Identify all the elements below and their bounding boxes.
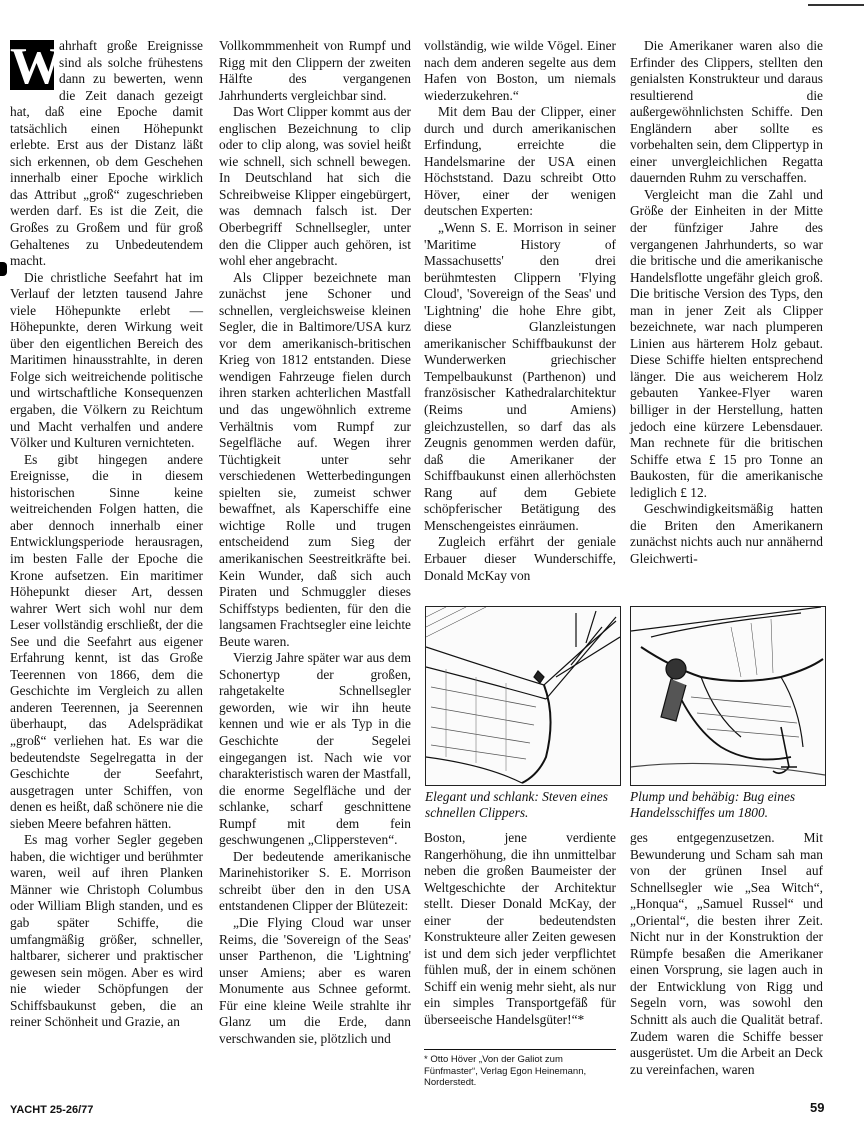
paragraph: vollständig, wie wilde Vögel. Einer nach dem anderen segelte aus dem Hafen von Boston, um niemals wiederzukehren.“ [424,38,616,103]
clipper-bow-drawing [426,607,620,785]
figure-1-caption: Elegant und schlank: Steven eines schnellen Clippers. [425,789,608,820]
paragraph: Vollkommmenheit von Rumpf und Rigg mit den Clippern der zweiten Hälfte des vergangenen Jahrhunderts vergleichbar sind. [219,38,411,103]
column-2 [219,38,411,1047]
paragraph: Geschwindigkeitsmäßig hatten die Briten den Amerikanern zunächst nichts auch nur annähernd Gleichwerti- [630,501,823,566]
paragraph: Die christliche Seefahrt hat im Verlauf der letzten tausend Jahre viele Höhepunkte erlebt — Höhepunkte, deren Wirkung weit über den eigentlichen Bereich des Maritimen hinausstrahlte, in deren Folge sich weitreichende politische und wirtschaftliche Konsequenzen ergaben, die Völkern zu Reichtum und Macht verhalfen und andere Völker und Kulturen vernichteten. [10,269,203,451]
paragraph: Boston, jene verdiente Rangerhöhung, die ihn unmittelbar neben die großen Baumeister der Weltgeschichte der Architektur stellt. Dieser Donald McKay, der einer der bedeutendsten Konstrukteure aller Zeiten gewesen ist und dem sich jeder verpflichtet fühlen muß, der in einem schönen Schiff ein wenig mehr sieht, als nur ein simples Transportgefäß für überseeische Handelsgüter!“* [424,830,616,1028]
footnote: * Otto Höver „Von der Galiot zum Fünfmaster“, Verlag Egon Heinemann, Norderstedt. [424,1049,616,1089]
merchant-ship-bow-illustration [630,606,826,786]
quote-paragraph: „Wenn S. E. Morrison in seiner 'Maritime History of Massachusetts' den drei berühmtesten Clippern 'Flying Cloud', 'Sovereign of the Seas' und 'Lightning' die hohe Ehre gibt, diese Glanzleistungen amerikanischer Schiffbaukunst der Wunderwerken griechischer Tempelbaukunst (Parthenon) und französischer Kathedralarchitektur (Reims und Amiens) gleichzustellen, so darf das als Zeugnis genommen werden dafür, daß die Amerikaner der Schiffbaukunst einen allerhöchsten Rang auf dem Gebiete schöpferischer Betätigung des Menschengeistes einräumen. [424,220,616,533]
edge-mark [0,262,7,276]
paragraph: Vergleicht man die Zahl und Größe der Einheiten in der Mitte der fünfziger Jahre des vergangenen Jahrhunderts, so war die britische und die amerikanische Handelsflotte ungefähr gleich groß. Die britische Version des Typs, den man in jener Zeit als Clipper bezeichnete, war nach plumperen Linien aus härterem Holz gebaut. Diese Schiffe hielten entsprechend länger. Die aus weicherem Holz gebauten Yankee-Flyer waren billiger in der Herstellung, hatten jedoch eine kürzere Lebensdauer. Man rechnete für die britischen Schiffe etwa £ 15 pro Tonne an Baukosten, für die amerikanische lediglich £ 12. [630,186,823,500]
paragraph: Die Amerikaner waren also die Erfinder des Clippers, stellten den genialsten Konstrukteur und daraus resultierend die außergewöhnlichsten Schiffe. Den Engländern aber sollte es vorbehalten sein, dem Clippertyp in einer unvergleichlichen Regatta dauernden Ruhm zu verschaffen. [630,38,823,186]
quote-paragraph: „Die Flying Cloud war unser Reims, die 'Sovereign of the Seas' unser Parthenon, die 'Lightning' unser Amiens; aber es waren Monumente aus Schnee geformt. Für eine kleine Weile strahlte ihr Glanz um die Erde, dann verschwanden sie, plötzlich und [219,914,411,1046]
drop-cap: W [10,38,62,95]
page-number: 59 [810,1100,825,1115]
lead-text: ahrhaft große Ereignisse sind als solche frühestens dann zu bewerten, wenn die Zeit danach gezeigt hat, daß eine Epoche damit tatsächlich einen Höhepunkt erlebte. Erst aus der Distanz läßt sich erkennen, ob dem Geschehen innerhalb einer Epoche wirklich das Attribut „groß“ zugeschrieben werden darf. Es ist die Zeit, die Großes zu Großem und für groß Gehaltenes zu Unbedeutendem macht. [10,38,203,269]
paragraph: Mit dem Bau der Clipper, einer durch und durch amerikanischen Erfindung, erreichte die Handelsmarine der USA einen Höchststand. Dazu schreibt Otto Höver, einer der wenigen deutschen Experten: [424,104,616,219]
merchant-bow-drawing [631,607,825,785]
paragraph: Der bedeutende amerikanische Marinehistoriker S. E. Morrison schreibt über den in den USA entstandenen Clipper der Blütezeit: [219,848,411,914]
paragraph: ges entgegenzusetzen. Mit Bewunderung und Scham sah man von der grünen Insel auf Schnellsegler wie „Sea Witch“, „Honqua“, „Samuel Russel“ und „Oriental“, die besten ihrer Zeit. Nicht nur in der Konstruktion der Rümpfe besaßen die Amerikaner einen Vorsprung, sie lagen auch in der Entwicklung von Rigg und Segeln vorn, was sowohl den Schnitt als auch die Qualität betraf. Zudem waren die Schiffe besser ausgerüstet. Um die Arbeit an Deck zu vereinfachen, waren [630,830,823,1077]
column-4-lower [630,830,823,1078]
clipper-bow-illustration [425,606,621,786]
column-3 [424,38,616,584]
lead-paragraph [10,38,203,270]
top-rule [808,4,864,6]
paragraph: Es mag vorher Segler gegeben haben, die wichtiger und berühmter waren, weil auf ihren Planken Männer wie Christoph Columbus oder William Bligh standen, und es gab später Schiffe, die umfangmäßig größer, schneller, haltbarer, sicherer und praktischer gewesen sein mögen. Aber es wird nie wieder Schöpfungen der Schiffsbaukunst geben, die an reiner Schönheit und Grazie, an [10,832,203,1030]
figure-2-caption: Plump und behäbig: Bug eines Handelsschiffes um 1800. [630,789,796,820]
column-4 [630,38,823,568]
paragraph: Das Wort Clipper kommt aus der englischen Bezeichnung to clip oder to clip along, was soviel heißt wie schnell, sich schnell bewegen. In Deutschland hat sich die Schreibweise Klipper eingebürgert, was demnach falsch ist. Der Oberbegriff Schnellsegler, unter den die Clipper auch gehören, ist wohl eher angebracht. [219,104,411,269]
paragraph: Als Clipper bezeichnete man zunächst jene Schoner und schnellen, vergleichsweise kleinen Segler, die in Baltimore/USA kurz vor dem amerikanisch-britischen Krieg von 1812 entstanden. Diese wendigen Fahrzeuge fielen durch ihren starken achterlichen Mastfall und das ungewöhnlich extreme Verhältnis vom Rumpf zur Segelfläche auf. Wegen ihrer Tüchtigkeit unter sehr verschiedenen Wetterbedingungen spielten sie, zumeist schwer bewaffnet, als Kaperschiffe eine wichtige Rolle und trugen entscheidend zum Sieg der amerikanischen Seestreitkräfte bei. Kein Wunder, daß sich auch Piraten und Schmuggler dieses Schiffstyps bedienten, für den die langsamen Frachtsegler eine leichte Beute waren. [219,269,411,649]
paragraph: Zugleich erfährt der geniale Erbauer dieser Wunderschiffe, Donald McKay von [424,534,616,583]
paragraph: Vierzig Jahre später war aus dem Schonertyp der großen, rahgetakelte Schnellsegler geworden, wie wir ihn heute kennen und wie er als Typ in die Geschichte der Segelei eingegangen ist. Nach wie vor charakteristisch waren der Mastfall, die enorme Segelfläche und der schlanke, scharf geschnittene Rumpf mit dem fein geschwungenen „Clippersteven“. [219,650,411,848]
folio-magazine: YACHT 25-26/77 [10,1104,94,1116]
column-3-lower [424,830,616,1029]
column-1 [10,38,203,1031]
paragraph: Es gibt hingegen andere Ereignisse, die in diesem historischen Sinne keine weitreichenden Folgen hatten, die aber dennoch innerhalb einer Entwicklungsperiode herausragen, im besten Falle der Epoche die Krone aufsetzen. Ein maritimer Höhepunkt dieser Art, dessen wahrer Wert sich wohl nur dem Leser vollständig erschließt, der die See und die Seefahrt aus eigener Erfahrung kennt, ist das Große Teerennen von 1866, dem die Geschichte im Vergleich zu allen anderen Teerennen, ja Seerennen überhaupt, das Adelsprädikat „groß“ verliehen hat. Es war die bedeutendste Segelregatta in der Geschichte der Seefahrt, ausgetragen unter Schiffen, von denen es heißt, daß schönere nie die sieben Meere befahren hätten. [10,451,203,831]
